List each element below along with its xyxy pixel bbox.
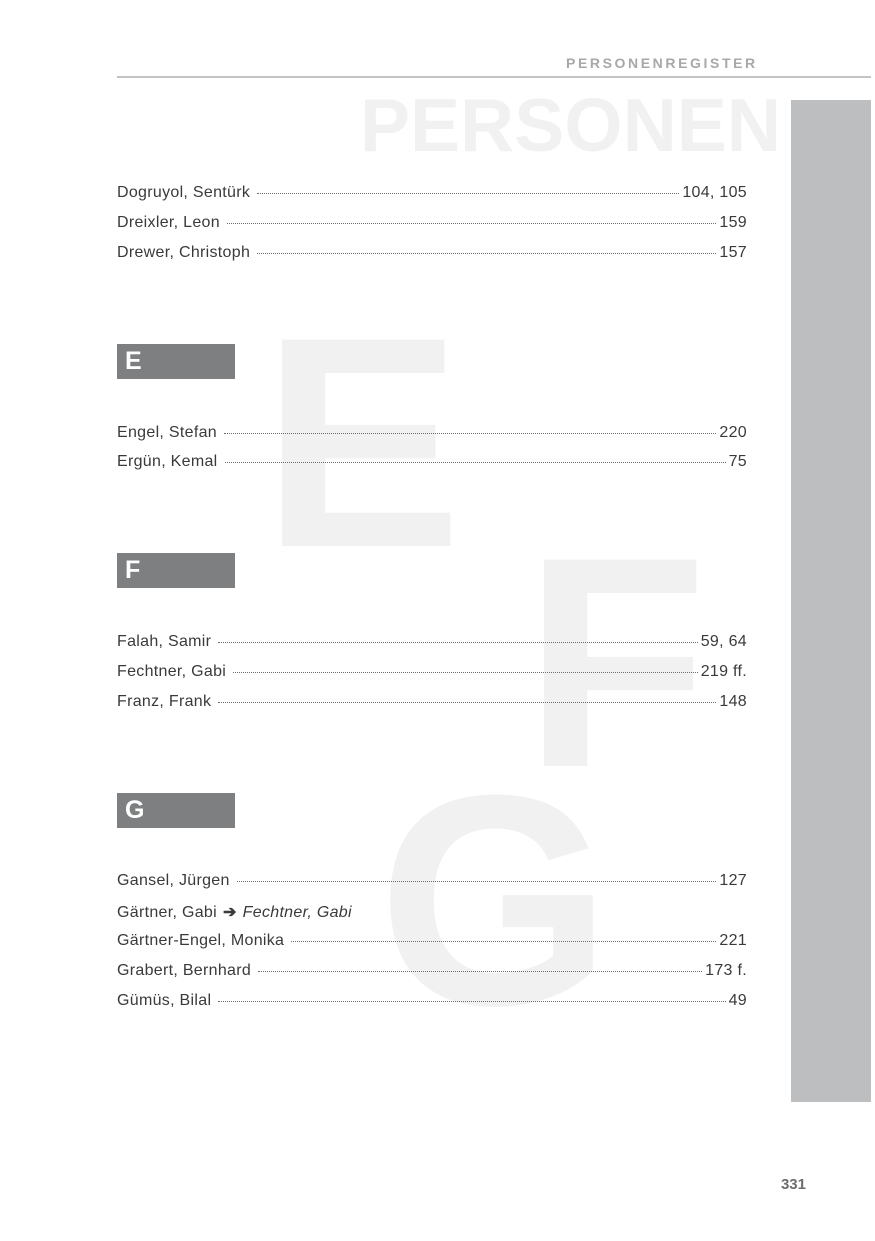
- entry-name: Gärtner, Gabi: [117, 904, 217, 921]
- entry-pages: 75: [728, 453, 747, 470]
- header-rule: [117, 76, 871, 78]
- index-entry: [117, 962, 747, 982]
- side-color-bar: [791, 100, 871, 1102]
- entry-pages: 221: [719, 932, 747, 949]
- entry-pages: 148: [719, 693, 747, 710]
- index-entry: [117, 633, 747, 653]
- watermark-personen: PERSONEN: [360, 83, 781, 167]
- entry-name: Dreixler, Leon: [117, 214, 220, 231]
- dot-leader: [237, 881, 717, 882]
- entry-name: Gümüs, Bilal: [117, 992, 212, 1009]
- index-entry: [117, 453, 747, 473]
- index-entry: [117, 424, 747, 444]
- dot-leader: [291, 941, 716, 942]
- entry-pages: 220: [719, 424, 747, 441]
- dot-leader: [218, 1001, 725, 1002]
- see-reference: Fechtner, Gabi: [242, 904, 352, 921]
- entry-pages: 157: [719, 244, 747, 261]
- index-entry: [117, 992, 747, 1012]
- dot-leader: [258, 971, 702, 972]
- index-entry: [117, 932, 747, 952]
- entry-name: Dogruyol, Sentürk: [117, 184, 251, 201]
- dot-leader: [218, 642, 697, 643]
- index-entry: [117, 184, 747, 204]
- index-entry: [117, 872, 747, 892]
- entry-pages: 159: [719, 214, 747, 231]
- entry-pages: 59, 64: [700, 633, 747, 650]
- entry-pages: 49: [728, 992, 747, 1009]
- watermark-letter-e: E: [262, 274, 463, 610]
- entry-name: Fechtner, Gabi: [117, 663, 227, 680]
- watermark-letter-f: F: [524, 494, 708, 830]
- index-entry: [117, 663, 747, 683]
- section-heading-f: F: [117, 553, 235, 588]
- index-entry: [117, 214, 747, 234]
- section-heading-e: E: [117, 344, 235, 379]
- index-entry: [117, 693, 747, 713]
- entry-name: Franz, Frank: [117, 693, 212, 710]
- entry-name: Grabert, Bernhard: [117, 962, 252, 979]
- entry-name: Engel, Stefan: [117, 424, 217, 441]
- dot-leader: [218, 702, 716, 703]
- watermark-letter-g: G: [378, 732, 612, 1068]
- section-heading-g: G: [117, 793, 235, 828]
- dot-leader: [257, 253, 716, 254]
- dot-leader: [257, 193, 679, 194]
- entry-pages: 173 f.: [705, 962, 747, 979]
- index-entry-cross-reference: [117, 902, 747, 922]
- entry-name: Gansel, Jürgen: [117, 872, 230, 889]
- entry-name: Gärtner-Engel, Monika: [117, 932, 285, 949]
- entry-pages: 104, 105: [682, 184, 747, 201]
- running-head: PERSONENREGISTER: [566, 55, 758, 71]
- dot-leader: [227, 223, 716, 224]
- see-arrow-icon: ➔: [222, 904, 237, 921]
- dot-leader: [233, 672, 698, 673]
- index-entry: [117, 244, 747, 264]
- entry-name: Drewer, Christoph: [117, 244, 251, 261]
- entry-pages: 127: [719, 872, 747, 889]
- entry-pages: 219 ff.: [700, 663, 747, 680]
- dot-leader: [224, 433, 716, 434]
- entry-name: Falah, Samir: [117, 633, 212, 650]
- entry-name: Ergün, Kemal: [117, 453, 218, 470]
- page-number: 331: [780, 1176, 806, 1193]
- dot-leader: [225, 462, 726, 463]
